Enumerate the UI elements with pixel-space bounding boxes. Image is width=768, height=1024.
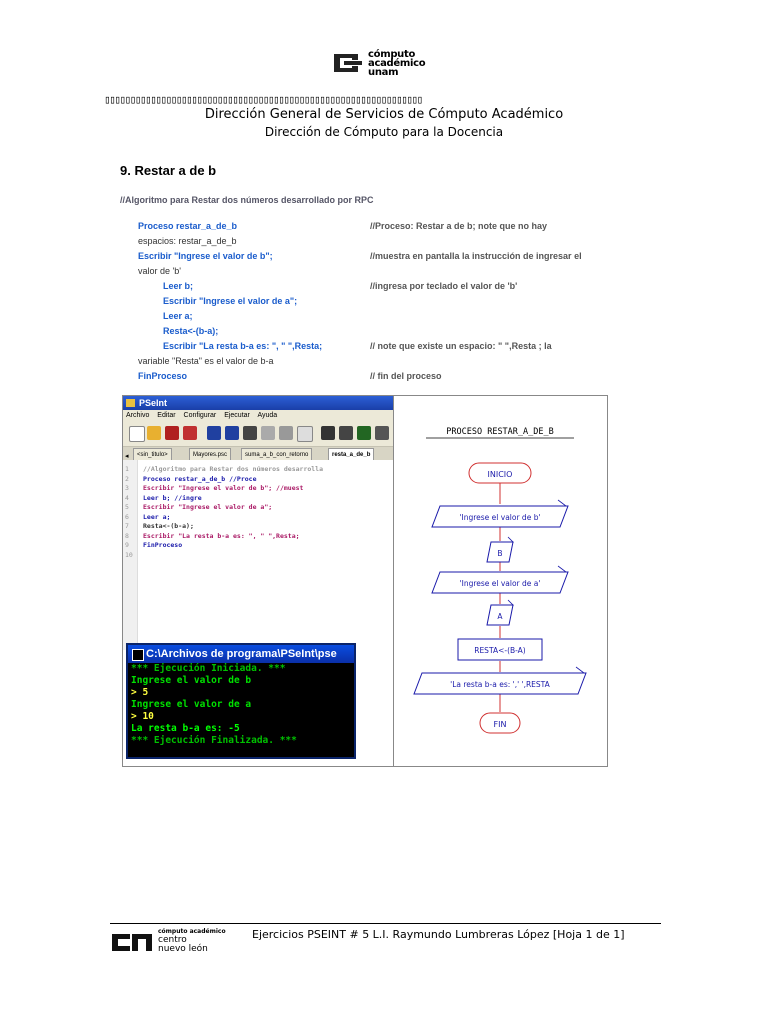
save-icon[interactable]: [165, 426, 179, 440]
footer-logo-line-1: cómputo académico: [158, 928, 226, 935]
run-icon[interactable]: [357, 426, 371, 440]
pseint-title: PSeInt: [139, 398, 168, 408]
line-number: 8: [125, 531, 129, 540]
line-number: 7: [125, 522, 129, 530]
footer-logo-line-3: nuevo león: [158, 944, 208, 954]
code-row: [138, 219, 623, 234]
editor-code-line: Leer a;: [143, 512, 171, 521]
header-line-1: Dirección General de Servicios de Cómputo Académico: [204, 107, 564, 122]
app-icon: [126, 399, 135, 407]
console-icon: [132, 649, 144, 661]
algorithm-comment: //Algoritmo para Restar dos números desarrollado por RPC: [120, 195, 374, 205]
menu-archivo[interactable]: Archivo: [126, 412, 150, 419]
unam-logo: [332, 50, 442, 78]
menu-editar[interactable]: Editar: [157, 412, 176, 419]
save-as-icon[interactable]: [183, 426, 197, 440]
line-number: 1: [125, 465, 129, 473]
line-number: 9: [125, 541, 129, 549]
logo-line-2: académico: [368, 58, 426, 69]
code-comment: //Proceso: Restar a de b; note que no hay: [370, 221, 548, 231]
pseint-titlebar[interactable]: [123, 396, 395, 410]
code-row: [138, 279, 623, 294]
editor-code-line: //Algoritmo para Restar dos números desarrolla: [143, 465, 324, 473]
code-row: [138, 354, 623, 369]
output-b-arrow-icon: [558, 500, 566, 506]
step-icon[interactable]: [375, 426, 389, 440]
output-result-arrow-icon: [576, 667, 584, 673]
logo-text: [368, 50, 425, 77]
output-a-arrow-icon: [558, 566, 566, 572]
footer-logo-line-2: centro: [158, 935, 187, 945]
code-comment: //ingresa por teclado el valor de 'b': [370, 281, 518, 291]
flowchart-diagram: [394, 396, 607, 766]
console-titlebar[interactable]: [128, 645, 354, 663]
code-statement: Escribir "Ingrese el valor de b";: [138, 251, 273, 261]
computo-academico-logo-icon: [332, 52, 364, 74]
menu-ayuda[interactable]: Ayuda: [257, 412, 278, 419]
console-line: *** Ejecución Iniciada. ***: [131, 663, 286, 674]
menu-ejecutar[interactable]: Ejecutar: [224, 412, 250, 419]
code-row: [138, 369, 623, 384]
input-a-label: A: [497, 612, 503, 621]
input-b-arrow-icon: [508, 537, 513, 542]
code-comment: // note que existe un espacio: " ",Resta ; la: [370, 341, 552, 351]
code-statement: Resta<-(b-a);: [163, 326, 219, 336]
console-window: [126, 643, 356, 759]
footer-logo-text: [158, 928, 226, 954]
code-row: [138, 339, 623, 354]
console-line: Ingrese el valor de a: [131, 699, 252, 710]
cut-icon[interactable]: [243, 426, 257, 440]
line-number: 10: [125, 550, 133, 559]
header-line-2: Dirección de Cómputo para la Docencia: [264, 125, 504, 139]
editor-code-line: FinProceso: [143, 541, 183, 549]
code-statement: espacios: restar_a_de_b: [138, 236, 237, 246]
tab-suma[interactable]: suma_a_b_con_retorno: [241, 448, 312, 462]
footer-rule: [110, 923, 661, 924]
editor-code-line: Proceso restar_a_de_b //Proce: [143, 474, 257, 483]
indent-icon[interactable]: [297, 426, 313, 442]
console-line: > 10: [131, 711, 154, 722]
code-row: [138, 264, 623, 279]
code-statement: Leer b;: [163, 281, 194, 291]
code-listing: [138, 219, 623, 384]
menu-bar: [123, 410, 395, 422]
start-label: INICIO: [487, 470, 513, 479]
code-statement: Escribir "Ingrese el valor de a";: [163, 296, 298, 306]
input-b-label: B: [497, 549, 503, 558]
line-number: 2: [125, 474, 129, 483]
new-file-icon[interactable]: [129, 426, 145, 442]
line-number: 3: [125, 484, 129, 492]
output-result-label: 'La resta b-a es: ',' ',RESTA: [450, 680, 550, 689]
file-tabs: [123, 447, 395, 461]
code-row: [138, 324, 623, 339]
open-folder-icon[interactable]: [147, 426, 161, 440]
editor-code-line: Resta<-(b-a);: [143, 522, 194, 530]
exercise-title: 9. Restar a de b: [120, 163, 217, 178]
code-statement: variable "Resta" es el valor de b-a: [138, 356, 274, 366]
tab-sin-titulo[interactable]: <sin_titulo>: [133, 448, 172, 462]
flowchart-title: PROCESO RESTAR_A_DE_B: [446, 427, 554, 437]
code-statement: Escribir "La resta b-a es: ", " ",Resta;: [163, 341, 323, 351]
console-output: [128, 663, 354, 747]
code-statement: valor de 'b': [138, 266, 181, 276]
copy-icon[interactable]: [261, 426, 275, 440]
assign-label: RESTA<-(B-A): [474, 646, 526, 655]
replace-icon[interactable]: [339, 426, 353, 440]
code-statement: FinProceso: [138, 371, 188, 381]
cn-logo-icon: [110, 930, 156, 954]
code-row: [138, 309, 623, 324]
flowchart-panel: [393, 395, 608, 767]
code-row: [138, 234, 623, 249]
code-statement: Leer a;: [163, 311, 193, 321]
tab-scroll-left-icon[interactable]: ◂: [125, 453, 129, 460]
find-icon[interactable]: [321, 426, 335, 440]
line-number: 6: [125, 512, 129, 521]
line-number: 4: [125, 493, 129, 502]
editor-code-line: Escribir "Ingrese el valor de a";: [143, 503, 273, 511]
end-label: FIN: [493, 720, 507, 729]
logo-line-3: unam: [368, 67, 399, 78]
code-comment: //muestra en pantalla la instrucción de ingresar el: [370, 251, 582, 261]
console-line: La resta b-a es: -5: [131, 723, 240, 734]
toolbar: [123, 422, 395, 447]
undo-icon[interactable]: [207, 426, 221, 440]
input-a-arrow-icon: [508, 600, 513, 605]
output-a-label: 'Ingrese el valor de a': [459, 579, 541, 588]
line-number: 5: [125, 503, 129, 511]
code-row: [138, 294, 623, 309]
code-statement: Proceso restar_a_de_b: [138, 221, 238, 231]
tab-resta-active[interactable]: resta_a_de_b: [328, 448, 374, 462]
redo-icon[interactable]: [225, 426, 239, 440]
logo-line-1: cómputo: [368, 49, 416, 60]
editor-code-line: Escribir "La resta b-a es: ", " ",Resta;: [143, 531, 300, 540]
output-b-label: 'Ingrese el valor de b': [459, 513, 541, 522]
tab-mayores[interactable]: Mayores.psc: [189, 448, 231, 462]
console-line: *** Ejecución Finalizada. ***: [131, 735, 297, 746]
console-line: Ingrese el valor de b: [131, 675, 252, 686]
code-rows: [138, 219, 623, 384]
garbled-text: ▯▯▯▯▯▯▯▯▯▯▯▯▯▯▯▯▯▯▯▯▯▯▯▯▯▯▯▯▯▯▯▯▯▯▯▯▯▯▯▯▯▯▯▯▯▯▯▯▯▯▯▯▯▯▯▯▯▯▯▯▯▯: [104, 93, 422, 106]
menu-configurar[interactable]: Configurar: [183, 412, 217, 419]
console-title: C:\Archivos de programa\PSeInt\pse: [146, 648, 337, 660]
code-editor[interactable]: [123, 460, 395, 650]
paste-icon[interactable]: [279, 426, 293, 440]
editor-code-line: Escribir "Ingrese el valor de b"; //muest: [143, 484, 304, 492]
footer-logo: [110, 928, 230, 956]
console-line: > 5: [131, 687, 149, 698]
editor-code-line: Leer b; //ingre: [143, 493, 202, 502]
code-row: [138, 249, 623, 264]
code-comment: // fin del proceso: [370, 371, 442, 381]
footer-text: Ejercicios PSEINT # 5 L.I. Raymundo Lumbreras López [Hoja 1 de 1]: [252, 928, 625, 941]
